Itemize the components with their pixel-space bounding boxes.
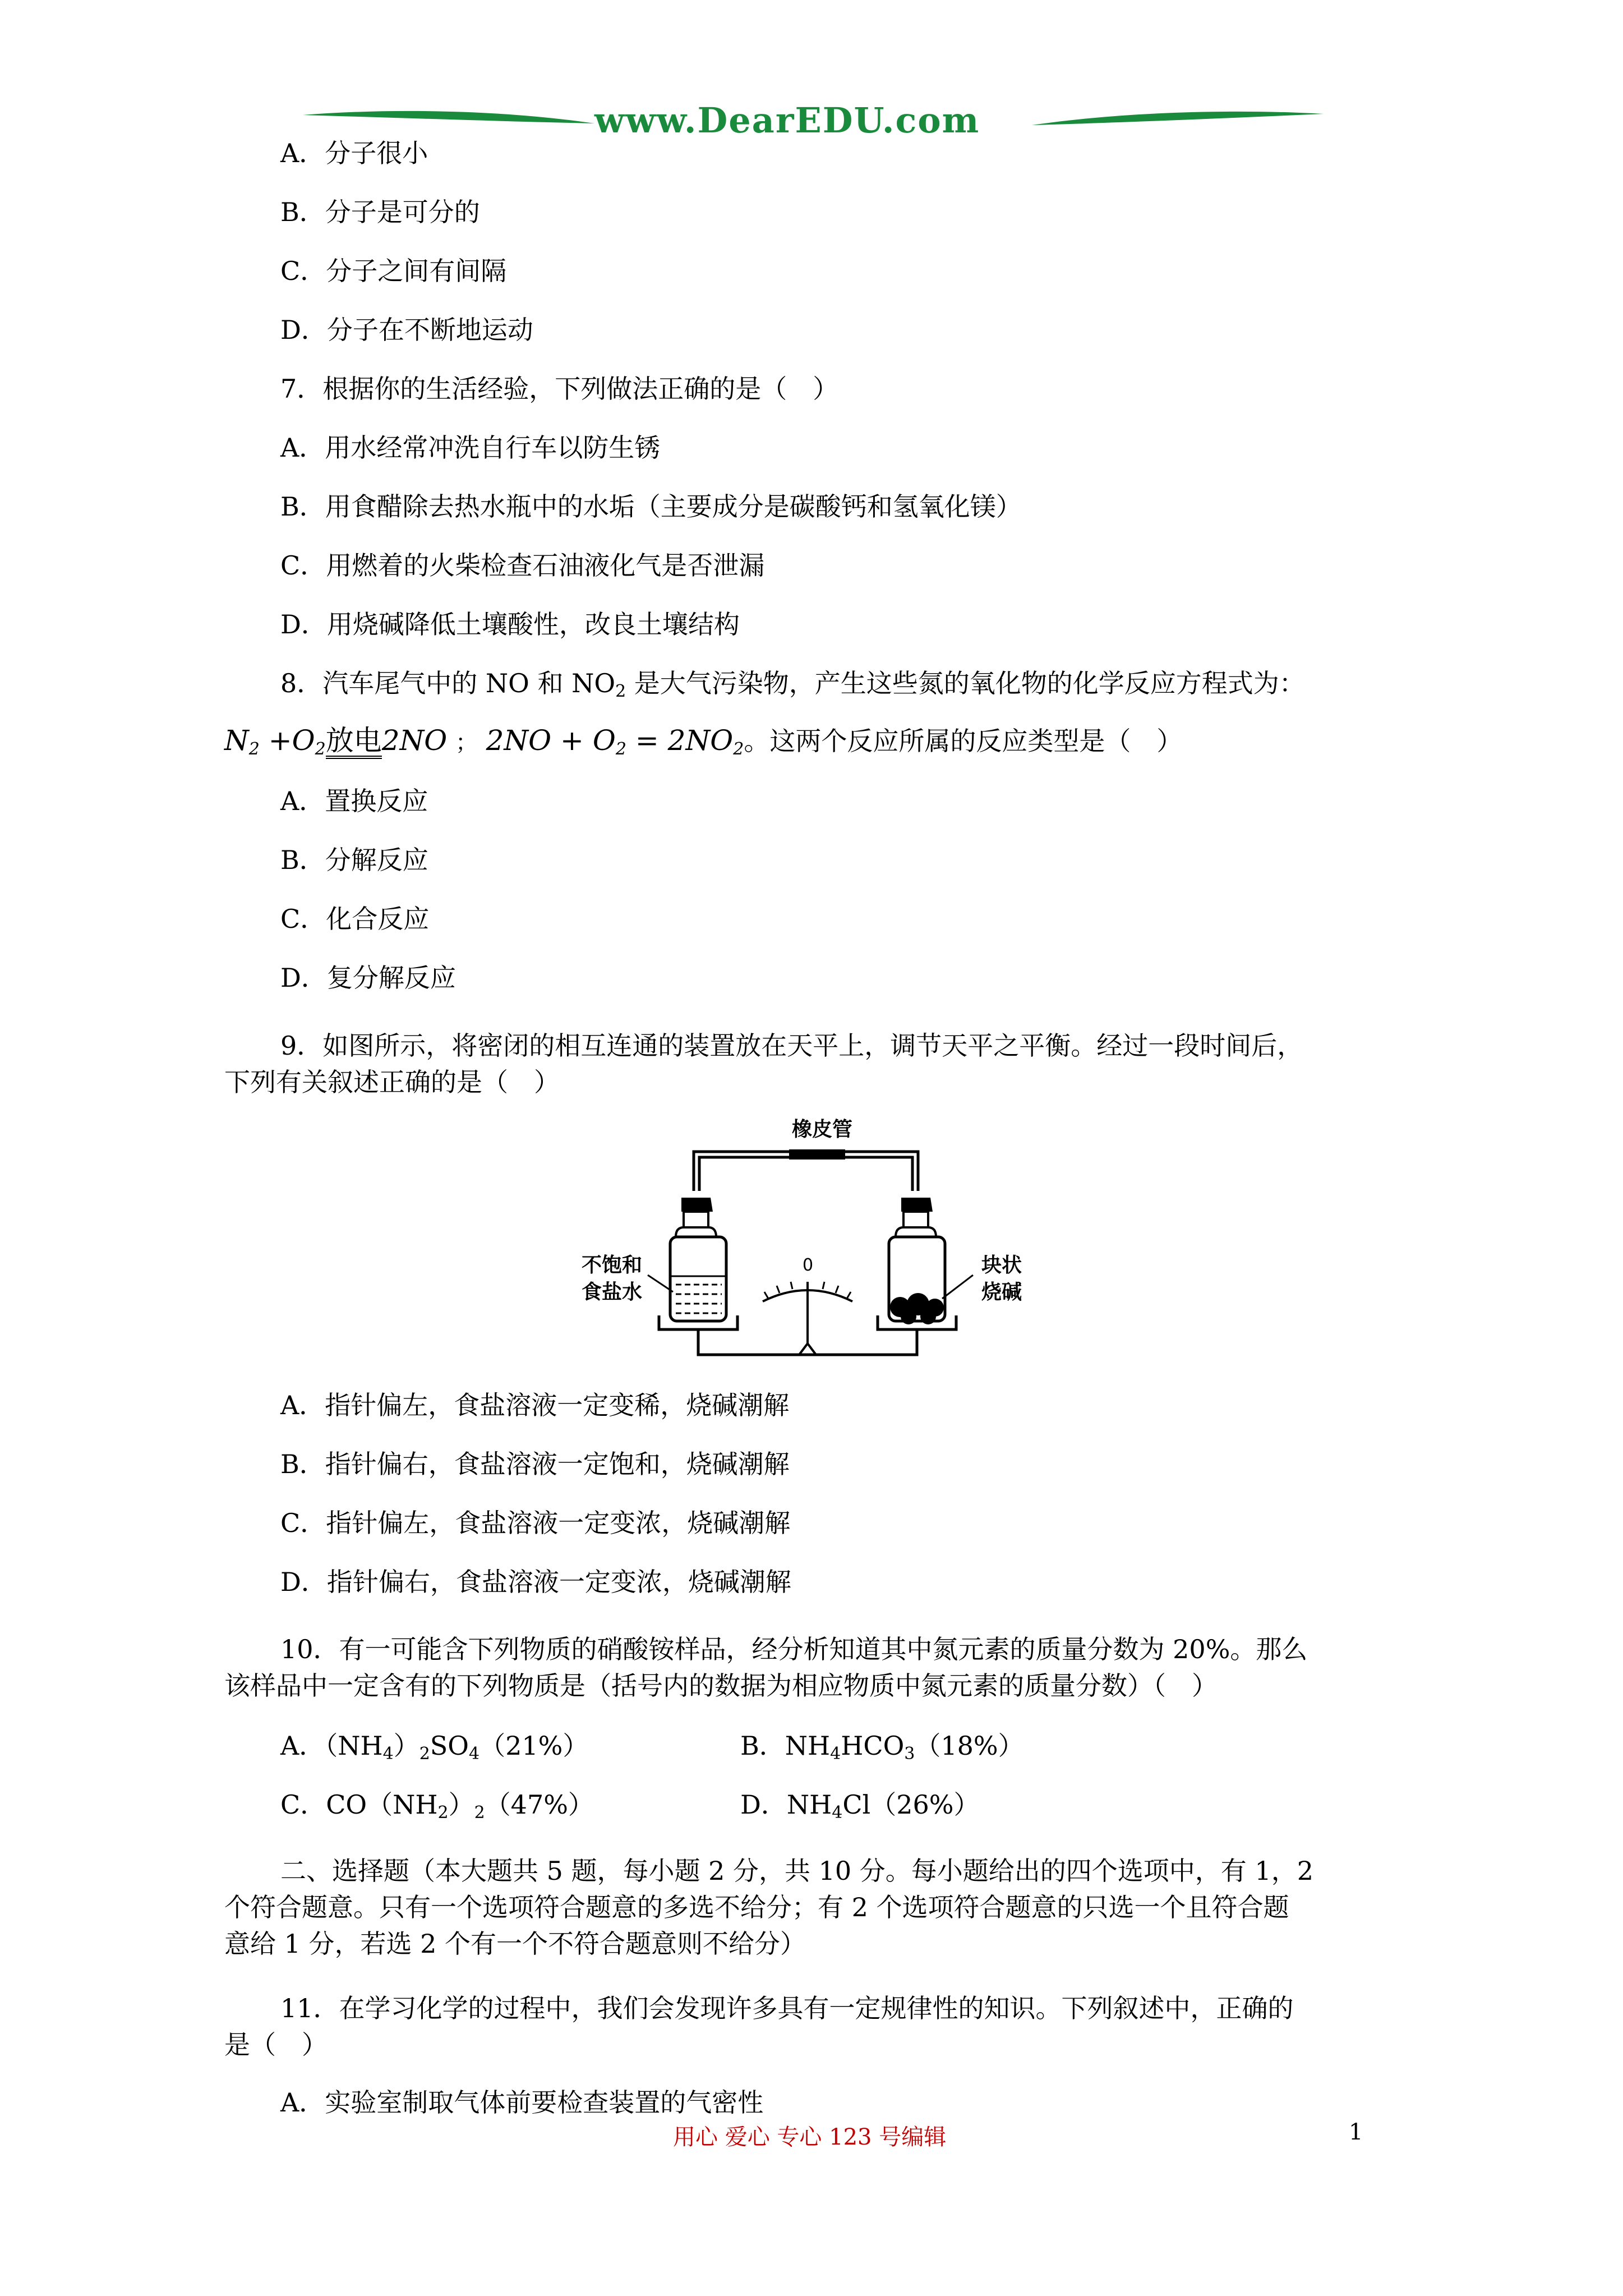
q9-option-a: A．指针偏左，食盐溶液一定变稀，烧碱潮解: [280, 1390, 790, 1420]
eq-condition: 放电: [326, 725, 382, 759]
q6-option-d: D．分子在不断地运动: [280, 315, 533, 345]
q10a-sub: 4: [469, 1744, 480, 1764]
q10b-percent: （18%）: [915, 1731, 1024, 1761]
q7-option-a: A．用水经常冲洗自行车以防生锈: [280, 432, 661, 463]
eq-o: O: [292, 724, 315, 757]
section2-instructions-line-1: 二、选择题（本大题共 5 题，每小题 2 分，共 10 分。每小题给出的四个选项中，有 1，2: [280, 1856, 1313, 1886]
right-label-pointer: [942, 1275, 973, 1299]
balance-scale: [698, 1255, 917, 1355]
eq-plus: +: [268, 724, 292, 757]
page-number: 1: [1349, 2119, 1363, 2145]
left-label-line-1: 不饱和: [582, 1254, 643, 1277]
q10a-sub: 4: [382, 1744, 394, 1764]
q9-stem-line-2: 下列有关叙述正确的是（ ）: [224, 1067, 560, 1097]
q10-option-a: [280, 1729, 588, 1771]
q8-stem: [280, 666, 1305, 708]
dial-zero-mark: 0: [803, 1255, 814, 1275]
q8-option-b: B．分解反应: [280, 845, 428, 875]
q11-option-a: A．实验室制取气体前要检查装置的气密性: [280, 2087, 764, 2118]
eq-product: 2NO: [667, 724, 734, 757]
q10c-text: ）: [448, 1789, 474, 1820]
q10c-percent: （47%）: [485, 1789, 594, 1820]
q10b-text: B．NH: [740, 1731, 831, 1761]
q10b-sub: 4: [830, 1744, 841, 1764]
eq-o: O: [592, 724, 616, 757]
q6-option-c: C．分子之间有间隔: [280, 256, 507, 286]
q9-option-d: D．指针偏右，食盐溶液一定变浓，烧碱潮解: [280, 1567, 791, 1597]
q10-option-d: [740, 1788, 980, 1830]
eq-sub: 2: [315, 739, 326, 759]
equation-2: [486, 724, 744, 757]
q9-option-b: B．指针偏右，食盐溶液一定饱和，烧碱潮解: [280, 1449, 790, 1479]
rubber-tube-segment: [789, 1149, 845, 1159]
q7-option-b: B．用食醋除去热水瓶中的水垢（主要成分是碳酸钙和氢氧化镁）: [280, 491, 1022, 522]
q8-stem-text-2: 是大气污染物，产生这些氮的氧化物的化学反应方程式为：: [626, 668, 1305, 698]
eq-plus: +: [560, 724, 584, 757]
site-logo[interactable]: www.DearEDU.com: [594, 100, 980, 141]
eq-reactant: 2NO: [486, 724, 552, 757]
q7-option-c: C．用燃着的火柴检查石油液化气是否泄漏: [280, 550, 765, 581]
eq-equals: =: [635, 724, 659, 757]
q10d-text: Cl（26%）: [842, 1789, 980, 1820]
q10d-sub: 4: [832, 1803, 843, 1823]
q6-option-b: B．分子是可分的: [280, 197, 480, 227]
eq-product: 2NO: [381, 724, 448, 757]
q10a-percent: （21%）: [479, 1731, 589, 1761]
q10a-text: A．（NH: [280, 1731, 383, 1761]
left-label-line-2: 食盐水: [582, 1281, 643, 1304]
left-bottle: [659, 1198, 737, 1329]
q10b-sub: 3: [904, 1744, 915, 1764]
q9-option-c: C．指针偏左，食盐溶液一定变浓，烧碱潮解: [280, 1508, 791, 1538]
q10c-sub: 2: [474, 1803, 485, 1823]
apparatus-diagram: [564, 1114, 1068, 1374]
eq-sub: 2: [248, 739, 260, 759]
right-label-line-1: 块状: [981, 1254, 1022, 1277]
section2-instructions-line-3: 意给 1 分，若选 2 个有一个不符合题意则不给分）: [224, 1929, 806, 1959]
q10-option-b: [740, 1729, 1024, 1771]
equation-1: [224, 724, 447, 757]
q8-equations: [224, 724, 1182, 766]
q7-stem: 7．根据你的生活经验，下列做法正确的是（ ）: [280, 374, 839, 404]
q10-stem-line-2: 该样品中一定含有的下列物质是（括号内的数据为相应物质中氮元素的质量分数）（ ）: [224, 1671, 1218, 1701]
q10-option-c: [280, 1788, 594, 1830]
balance-apparatus-svg: [564, 1114, 1068, 1372]
eq-n: N: [224, 724, 249, 757]
q8-subscript: 2: [615, 682, 626, 701]
right-label-line-2: 烧碱: [981, 1281, 1022, 1304]
tube-label: 橡皮管: [792, 1118, 853, 1141]
q10c-sub: 2: [437, 1803, 449, 1823]
q8-stem-tail: 。这两个反应所属的反应类型是（ ）: [744, 726, 1183, 756]
right-bottle: [878, 1198, 956, 1329]
q9-stem-line-1: 9．如图所示，将密闭的相互连通的装置放在天平上，调节天平之平衡。经过一段时间后，: [280, 1030, 1303, 1061]
q10a-sub: 2: [419, 1744, 430, 1764]
q6-option-a: A．分子很小: [280, 138, 428, 168]
q10c-text: C．CO（NH: [280, 1789, 438, 1820]
q8-stem-text: 8．汽车尾气中的 NO 和 NO: [280, 668, 616, 698]
q10a-text: SO: [430, 1731, 469, 1761]
q10d-text: D．NH: [740, 1789, 832, 1820]
q8-option-a: A．置换反应: [280, 786, 428, 816]
q11-stem-line-2: 是（ ）: [224, 2030, 328, 2060]
q10a-text: ）: [393, 1731, 419, 1761]
q8-option-d: D．复分解反应: [280, 963, 456, 993]
eq-sub: 2: [615, 739, 626, 759]
q10-stem-line-1: 10．有一可能含下列物质的硝酸铵样品，经分析知道其中氮元素的质量分数为 20%。那么: [280, 1634, 1308, 1664]
q8-option-c: C．化合反应: [280, 904, 430, 934]
footer-credit: 用心 爱心 专心 123 号编辑: [673, 2124, 947, 2150]
q11-stem-line-1: 11．在学习化学的过程中，我们会发现许多具有一定规律性的知识。下列叙述中，正确的: [280, 1993, 1294, 2023]
eq-sub: 2: [733, 739, 744, 759]
q10b-text: HCO: [841, 1731, 905, 1761]
section2-instructions-line-2: 个符合题意。只有一个选项符合题意的多选不给分；有 2 个选项符合题意的只选一个且符合题: [224, 1892, 1289, 1922]
q7-option-d: D．用烧碱降低土壤酸性，改良土壤结构: [280, 609, 740, 639]
eq-separator: ；: [455, 730, 478, 756]
